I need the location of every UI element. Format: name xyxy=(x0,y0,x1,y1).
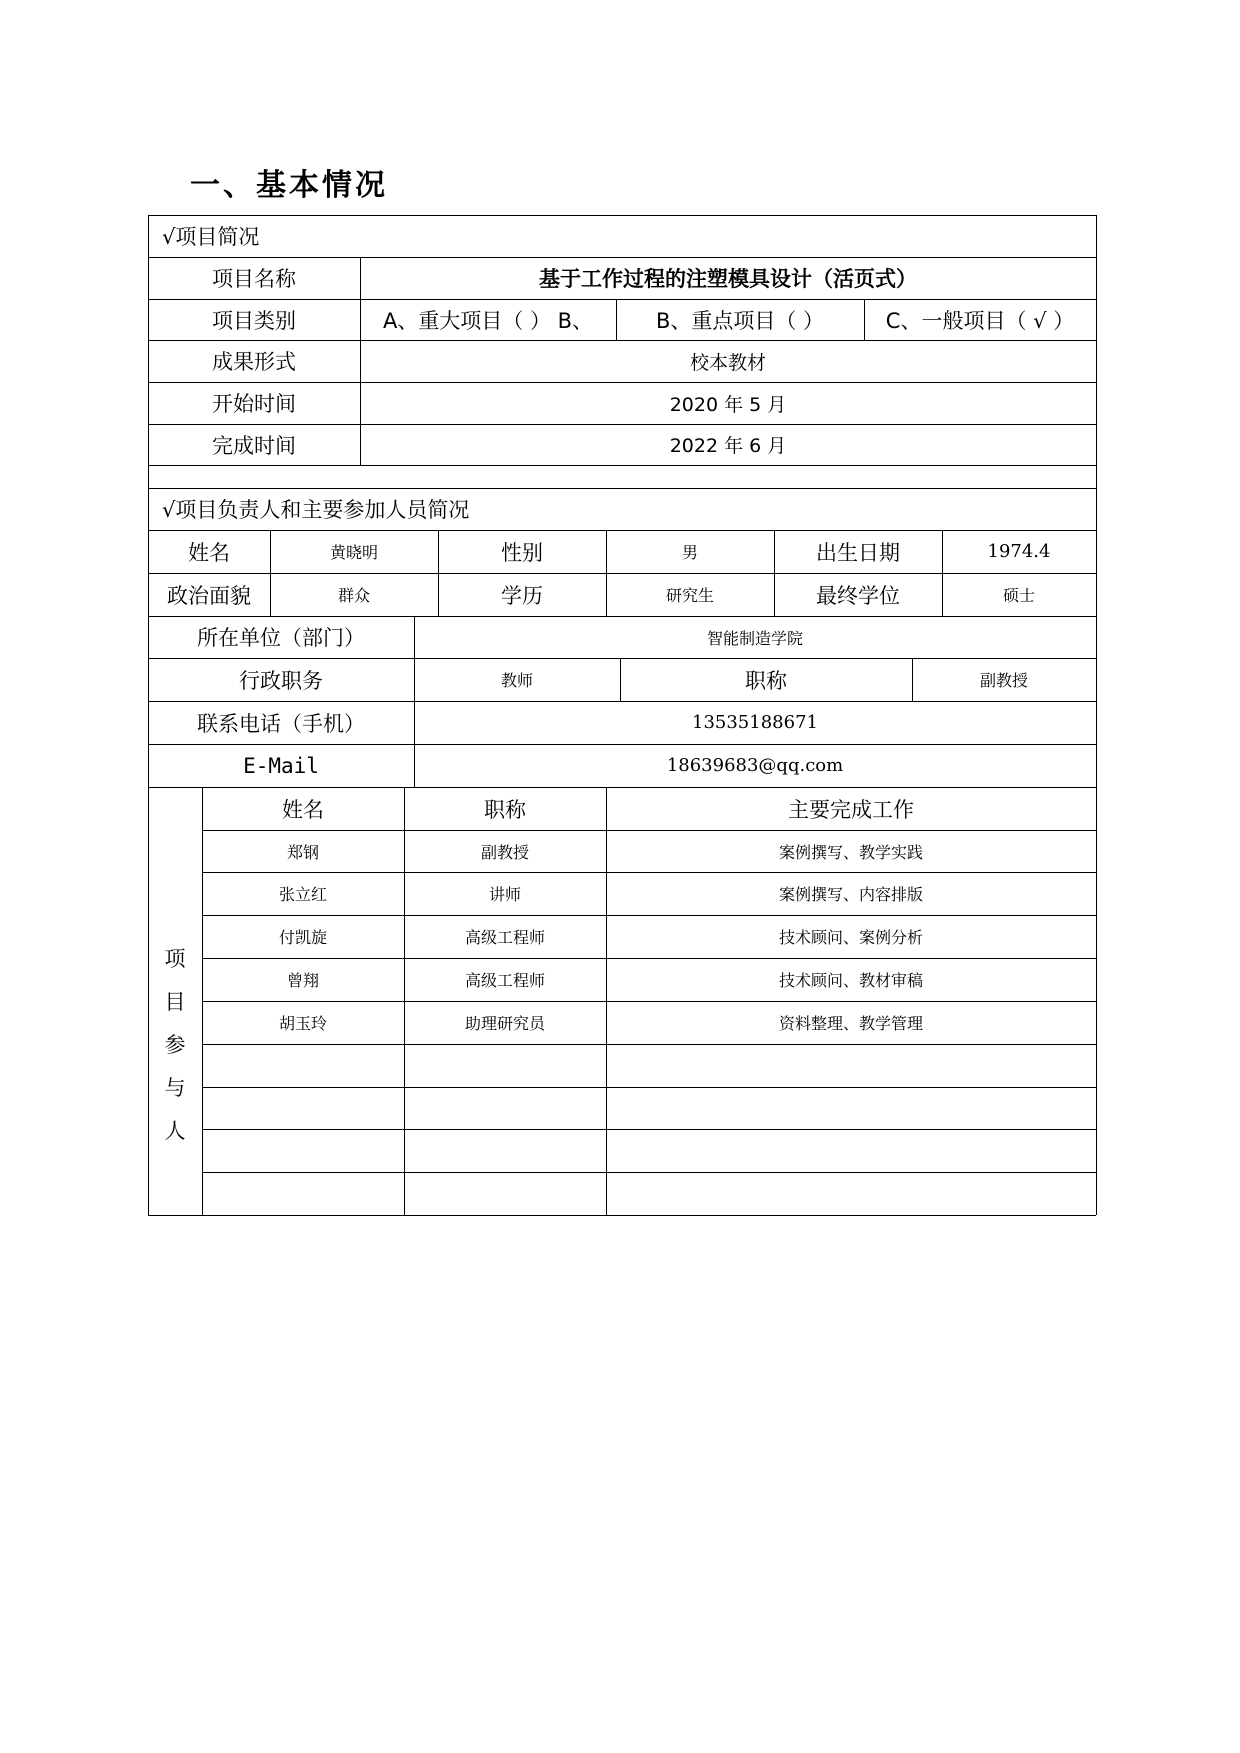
participant-title xyxy=(404,1087,606,1129)
unit-label: 所在单位（部门） xyxy=(197,626,365,650)
participant-name xyxy=(202,1087,404,1129)
start-time-value: 2020 年 5 月 xyxy=(669,393,787,416)
name-value: 黄晓明 xyxy=(329,543,378,562)
participant-work: 案例撰写、教学实践 xyxy=(778,842,923,862)
phone-label: 联系电话（手机） xyxy=(197,711,365,736)
table-row xyxy=(148,1001,1096,1044)
birth-label: 出生日期 xyxy=(816,540,900,565)
participant-name: 郑钢 xyxy=(286,842,319,862)
education-value: 研究生 xyxy=(665,586,714,605)
side-char: 参 xyxy=(164,1032,186,1057)
name-label: 姓名 xyxy=(188,540,230,565)
end-time-value: 2022 年 6 月 xyxy=(669,435,787,457)
job-title-value: 副教授 xyxy=(979,671,1028,690)
project-name-value: 基于工作过程的注塑模具设计（活页式） xyxy=(539,267,917,291)
table-row xyxy=(148,830,1096,872)
header-title: 职称 xyxy=(484,797,526,822)
participant-title xyxy=(404,1172,606,1215)
side-char: 项 xyxy=(164,946,186,971)
table-row xyxy=(148,1172,1096,1215)
side-char: 目 xyxy=(164,989,186,1014)
participant-title: 讲师 xyxy=(488,885,521,904)
table-row xyxy=(148,1129,1096,1172)
table-row xyxy=(148,872,1096,915)
participants-header-row xyxy=(148,787,1096,830)
participant-work xyxy=(606,1044,1096,1087)
participant-work xyxy=(606,1172,1096,1215)
end-time-label: 完成时间 xyxy=(212,433,296,458)
admin-post-value: 教师 xyxy=(500,671,533,690)
side-char: 人 xyxy=(164,1118,186,1143)
participant-title xyxy=(404,1044,606,1087)
project-category-label: 项目类别 xyxy=(212,308,296,333)
category-option-general: C、一般项目（ √ ） xyxy=(885,308,1075,333)
unit-value: 智能制造学院 xyxy=(706,628,803,648)
result-form-label: 成果形式 xyxy=(212,350,296,374)
degree-label: 最终学位 xyxy=(816,583,900,608)
participant-name: 曾翔 xyxy=(286,971,319,990)
gender-value: 男 xyxy=(681,543,698,562)
politics-label: 政治面貌 xyxy=(167,583,251,608)
participant-title: 高级工程师 xyxy=(464,971,545,990)
side-char: 与 xyxy=(164,1075,186,1100)
participant-name: 胡玉玲 xyxy=(278,1014,327,1033)
table-row xyxy=(148,1087,1096,1129)
participant-work: 技术顾问、案例分析 xyxy=(778,928,923,947)
participant-work xyxy=(606,1129,1096,1172)
section1-title: √项目简况 xyxy=(162,225,260,249)
job-title-label: 职称 xyxy=(745,668,787,693)
header-work: 主要完成工作 xyxy=(788,797,914,822)
participant-name: 付凯旋 xyxy=(278,928,327,947)
participant-name: 张立红 xyxy=(278,885,327,904)
table-row xyxy=(148,915,1096,958)
participant-title: 助理研究员 xyxy=(464,1014,545,1033)
phone-value: 13535188671 xyxy=(692,712,818,733)
birth-value: 1974.4 xyxy=(987,541,1051,562)
degree-value: 硕士 xyxy=(1002,586,1035,605)
participant-title: 高级工程师 xyxy=(464,928,545,947)
section2-title: √项目负责人和主要参加人员简况 xyxy=(162,498,470,522)
category-option-key: B、重点项目（ ） xyxy=(655,308,825,333)
category-option-major: A、重大项目（ ） B、 xyxy=(382,308,594,333)
participant-title xyxy=(404,1129,606,1172)
participant-work xyxy=(606,1087,1096,1129)
participant-name xyxy=(202,1129,404,1172)
project-name-label: 项目名称 xyxy=(212,267,296,291)
page-heading: 一、基本情况 xyxy=(190,168,388,203)
gender-label: 性别 xyxy=(501,540,543,565)
admin-post-label: 行政职务 xyxy=(239,668,323,693)
participant-work: 案例撰写、内容排版 xyxy=(778,885,923,904)
education-label: 学历 xyxy=(501,583,543,608)
result-form-value: 校本教材 xyxy=(689,351,766,374)
politics-value: 群众 xyxy=(337,586,370,605)
participant-work: 资料整理、教学管理 xyxy=(778,1014,923,1033)
email-value: 18639683@qq.com xyxy=(666,755,844,776)
participant-name xyxy=(202,1172,404,1215)
participant-title: 副教授 xyxy=(480,842,529,862)
participant-work: 技术顾问、教材审稿 xyxy=(778,971,923,990)
table-row xyxy=(148,1044,1096,1087)
basic-info-table xyxy=(148,215,1096,1215)
table-row xyxy=(148,958,1096,1001)
participant-name xyxy=(202,1044,404,1087)
header-name: 姓名 xyxy=(282,797,324,822)
start-time-label: 开始时间 xyxy=(212,392,296,416)
email-label: E-Mail xyxy=(243,753,319,778)
